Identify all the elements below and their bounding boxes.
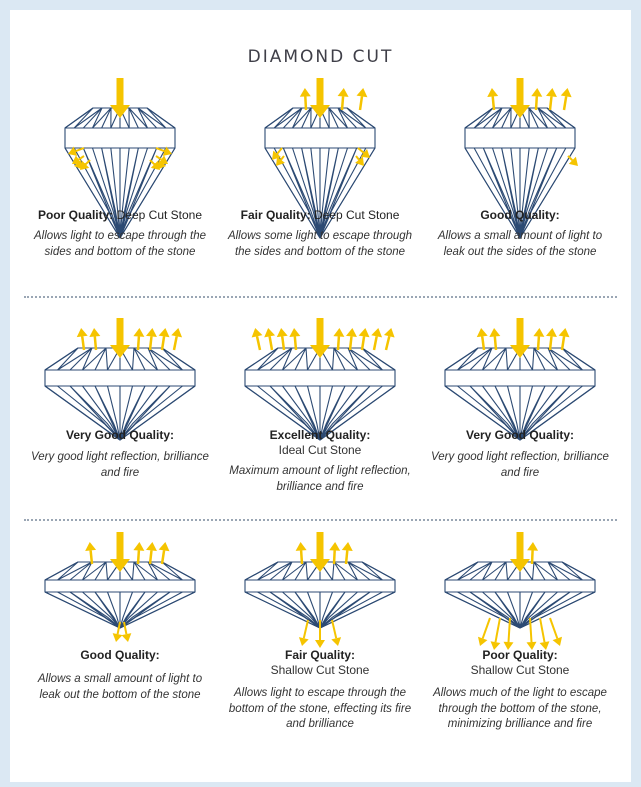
light-ray-arrow [531,88,542,110]
light-ray-arrow [546,88,557,110]
diamond-outline [45,348,195,440]
quality-description: Allows a small amount of light to leak out the bottom of the stone [37,673,203,701]
light-ray-arrow [89,328,100,350]
light-ray-arrow [133,328,144,350]
light-ray-arrow [264,328,275,350]
light-ray-arrow [478,618,490,646]
quality-subheading: Shallow Cut Stone [270,663,370,677]
light-ray-arrow [329,542,340,564]
quality-description: Maximum amount of light reflection, brilliance and fire [229,465,411,493]
light-ray-arrow [85,542,96,564]
light-ray-arrow [489,328,500,350]
light-ray-arrow [331,620,341,646]
light-ray-arrow [491,618,501,650]
quality-heading: Fair Quality: [284,648,355,662]
quality-heading: Excellent Quality: [269,428,371,442]
light-ray-arrow [146,328,157,350]
light-ray-arrow [133,542,144,564]
light-ray-arrow [299,620,309,646]
diamond-icon [220,312,420,428]
diamond-card-excellent [220,312,420,495]
light-ray-arrow [357,88,368,110]
diamond-icon [20,532,220,644]
quality-heading: Fair Quality: Deep Cut Stone [240,208,400,222]
diamond-outline [445,348,595,440]
diamond-card-good-shallow [20,532,220,703]
quality-description: Allows light to escape through the bottom of the stone, effecting its fire and brilliance [228,687,412,730]
light-ray-arrow [277,328,288,350]
light-ray-arrow [559,328,570,350]
quality-heading: Very Good Quality: [65,428,175,442]
light-ray-arrow [561,88,572,110]
light-ray-arrow [527,542,538,564]
quality-heading: Very Good Quality: [465,428,575,442]
quality-heading: Good Quality: [480,208,560,222]
diamond-icon [220,68,420,208]
diamond-icon [420,68,620,208]
light-ray-arrow [159,542,170,564]
light-ray-arrow [384,328,395,350]
light-ray-arrow [296,542,307,564]
light-ray-arrow [252,328,263,350]
light-ray-arrow [550,618,562,646]
diamond-card-fair-deep [220,68,420,260]
quality-description: Allows light to escape through the sides and bottom of the stone [34,230,206,258]
quality-heading: Poor Quality: [482,648,558,662]
light-ray-arrow [289,328,300,350]
light-ray-arrow [487,88,498,110]
light-ray-arrow [359,328,370,350]
divider [24,519,617,521]
light-ray-arrow [371,328,382,350]
light-ray-arrow [546,328,557,350]
diamond-icon [420,532,620,644]
diamond-card-very-good-2 [420,312,620,481]
diamond-icon [20,68,220,208]
light-ray-arrow [568,156,578,166]
quality-description: Very good light reflection, brilliance and fire [431,451,609,479]
diamond-card-poor-shallow [420,532,620,733]
light-ray-arrow [300,88,311,110]
quality-description: Allows some light to escape through the sides and bottom of the stone [227,230,413,258]
diamond-card-good-deep [420,68,620,260]
light-ray-arrow [333,328,344,350]
diamond-icon [420,312,620,428]
light-ray-arrow [338,88,349,110]
quality-description: Very good light reflection, brilliance and fire [31,451,209,479]
light-ray-arrow [159,328,170,350]
divider [24,296,617,298]
light-ray-arrow [346,328,357,350]
diamond-cut-panel [10,10,631,782]
diamond-outline [245,348,395,440]
quality-heading: Poor Quality: Deep Cut Stone [37,208,203,222]
diamond-card-fair-shallow [220,532,420,733]
page-title: DIAMOND CUT [247,47,394,67]
diamond-card-poor-deep [20,68,220,260]
quality-description: Allows much of the light to escape through the bottom of the stone, minimizing brilliance and fire [433,687,607,730]
light-ray-arrow [146,542,157,564]
light-ray-arrow [342,542,353,564]
light-ray-arrow [533,328,544,350]
diamond-icon [220,532,420,644]
quality-subheading: Ideal Cut Stone [278,443,362,457]
diamond-card-very-good [20,312,220,481]
light-ray-arrow [477,328,488,350]
diamond-icon [20,312,220,428]
light-ray-arrow [77,328,88,350]
quality-subheading: Shallow Cut Stone [470,663,570,677]
light-ray-arrow [540,618,550,650]
quality-description: Allows a small amount of light to leak out the sides of the stone [437,230,603,258]
light-ray-arrow [171,328,182,350]
quality-heading: Good Quality: [80,648,160,662]
